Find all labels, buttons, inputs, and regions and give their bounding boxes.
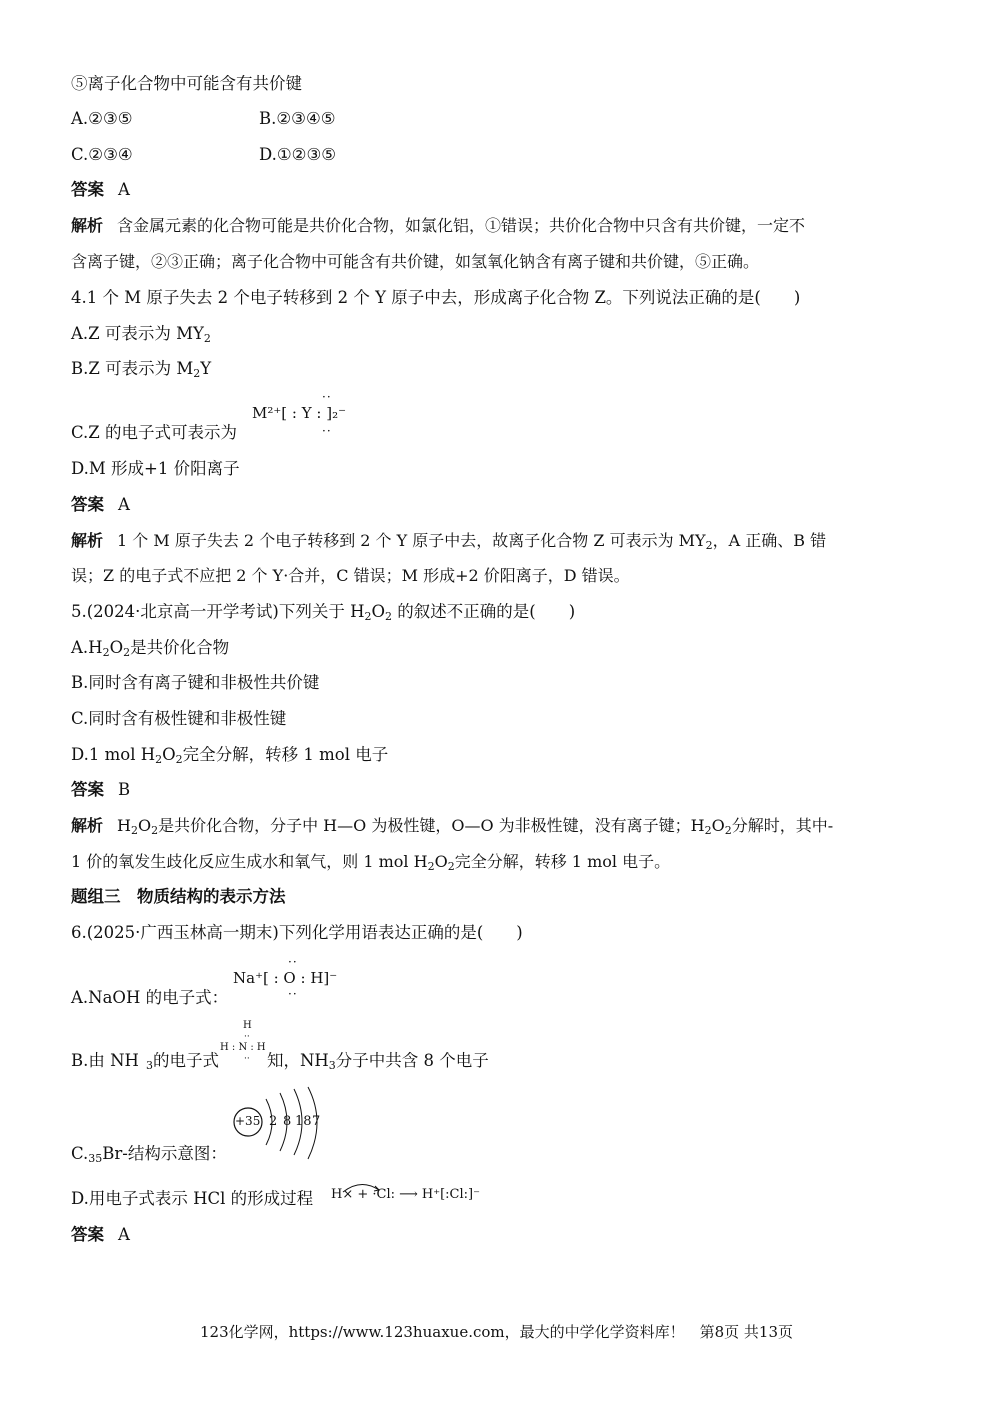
q5-option-c: C.同时含有极性键和非极性键 xyxy=(71,709,287,728)
q3-answer xyxy=(71,179,130,201)
answer-value: B xyxy=(118,780,131,799)
q3-explanation-line2: 含离子键，②③正确；离子化合物中可能含有共价键，如氢氧化钠含有离子键和共价键，⑤正确。 xyxy=(71,252,760,271)
q4-option-a xyxy=(71,323,211,345)
answer-label: 答案 xyxy=(71,1225,104,1244)
subscript: 3 xyxy=(328,1059,336,1072)
explanation-text: 是共价化合物，分子中 H—O 为极性键，O—O 为非极性键，没有离子键；H xyxy=(158,816,705,835)
q3-explanation-line1 xyxy=(71,215,805,237)
q6-answer xyxy=(71,1224,130,1246)
explanation-label: 解析 xyxy=(71,216,104,235)
explanation-text: 完全分解，转移 1 mol 电子。 xyxy=(454,852,671,871)
stem-text: 的叙述不正确的是( ) xyxy=(397,602,576,621)
q5-stem: 5.(2024·北京高一开学考试)下列关于 $H_2O_2$ 的叙述不正确的是( ) xyxy=(71,602,576,623)
q4-explanation-line2: 误；Z 的电子式不应把 2 个 Y·合并，C 错误；M 形成+2 价阳离子，D 错误。 xyxy=(71,566,630,585)
q4-explanation-line1 xyxy=(71,530,826,552)
q5-explanation-line1: 解析 $H_2O_2$是共价化合物，分子中 H—O 为极性键，O—O 为非极性键，没有离子键；$H_2O_2$分解时，其中- xyxy=(71,816,834,837)
hcl-formation-formula xyxy=(331,1180,491,1208)
formula-top: H xyxy=(243,1020,252,1031)
subscript: 3 xyxy=(145,1059,153,1072)
option-text: Br-结构示意图： xyxy=(102,1144,227,1163)
bromine-structure-diagram xyxy=(230,1085,330,1161)
explanation-text: ，A 正确、B 错 xyxy=(712,531,827,550)
shell-count-1: 2 xyxy=(269,1114,278,1129)
q6-option-d: D.用电子式表示 HCl 的形成过程 xyxy=(71,1189,314,1208)
answer-value: A xyxy=(118,180,130,199)
explanation-text: 1 个 M 原子失去 2 个电子转移到 2 个 Y 原子中去，故离子化合物 Z 可表示为 MY xyxy=(117,531,706,550)
explanation-text: 含金属元素的化合物可能是共价化合物，如氯化铝，①错误；共价化合物中只含有共价键，一定不 xyxy=(117,216,806,235)
formula-text: Na⁺[ : O : H]⁻ xyxy=(233,969,338,987)
option-text: A.Z 可表示为 MY xyxy=(71,324,204,343)
q4-electron-formula xyxy=(252,392,382,440)
q6-stem: 6.(2025·广西玉林高一期末)下列化学用语表达正确的是( ) xyxy=(71,923,523,942)
option-text: 的电子式 xyxy=(152,1051,219,1070)
formula-mid: H : N : H xyxy=(220,1042,266,1053)
shell-count-4: 7 xyxy=(312,1114,321,1129)
electron-dots: ·· xyxy=(322,424,332,438)
q3-option-d: D.①②③⑤ xyxy=(259,145,337,164)
electron-dots: ·· xyxy=(288,987,298,1001)
option-text: A.H xyxy=(71,638,103,657)
subscript: 2 xyxy=(130,824,138,837)
electron-dots: ·· xyxy=(244,1054,250,1064)
q5-option-b: B.同时含有离子键和非极性共价键 xyxy=(71,673,320,692)
answer-label: 答案 xyxy=(71,780,104,799)
q6a-electron-formula xyxy=(233,957,363,1003)
q4-option-d: D.M 形成+1 价阳离子 xyxy=(71,459,240,478)
q3-option-a: A.②③⑤ xyxy=(71,109,133,128)
explanation-label: 解析 xyxy=(71,816,104,835)
answer-label: 答案 xyxy=(71,180,104,199)
explanation-text: H xyxy=(117,816,131,835)
q5-answer xyxy=(71,779,130,801)
answer-value: A xyxy=(118,1225,130,1244)
q3-statement-5: ⑤离子化合物中可能含有共价键 xyxy=(71,74,302,93)
q4-option-c xyxy=(71,422,237,444)
subscript: 2 xyxy=(203,332,211,345)
q6-option-c xyxy=(71,1143,227,1165)
q3-option-c: C.②③④ xyxy=(71,145,133,164)
subscript: 2 xyxy=(175,753,183,766)
option-text: Y xyxy=(200,359,212,378)
option-text: 是共价化合物 xyxy=(130,638,230,657)
q5-explanation-line2: 1 价的氧发生歧化反应生成水和氧气，则 1 mol $H_2O_2$完全分解，转移 1 mol 电子。 xyxy=(71,852,671,873)
subscript: 2 xyxy=(724,824,732,837)
option-text: 完全分解，转移 1 mol 电子 xyxy=(182,745,389,764)
subscript: 2 xyxy=(427,860,435,873)
q5-option-d: D.1 mol $H_2O_2$完全分解，转移 1 mol 电子 xyxy=(71,745,389,766)
answer-value: A xyxy=(118,495,130,514)
q4-option-b xyxy=(71,358,211,380)
subscript: 2 xyxy=(155,753,163,766)
subscript: 2 xyxy=(123,646,131,659)
subscript: 2 xyxy=(705,539,713,552)
page-footer: 123化学网，https://www.123huaxue.com，最大的中学化学资料库！ 第8页 共13页 xyxy=(199,1323,794,1341)
q3-option-b: B.②③④⑤ xyxy=(259,109,336,128)
q6-option-a: A.NaOH 的电子式： xyxy=(71,988,229,1007)
explanation-text: 分解时，其中- xyxy=(731,816,834,835)
option-text: B.由 NH xyxy=(71,1051,139,1070)
shell-count-2: 8 xyxy=(283,1114,292,1129)
option-text: C. xyxy=(71,1144,89,1163)
subscript: 2 xyxy=(704,824,712,837)
shell-count-3: 18 xyxy=(295,1114,312,1129)
electron-dots: ·· xyxy=(322,390,332,404)
q6b-electron-formula xyxy=(220,1018,280,1068)
electron-dots: ·· xyxy=(288,955,298,969)
explanation-text: 1 价的氧发生歧化反应生成水和氧气，则 1 mol H xyxy=(71,852,428,871)
stem-text: 5.(2024·北京高一开学考试)下列关于 H xyxy=(71,602,365,621)
q5-option-a: $A.H_2O_2$是共价化合物 xyxy=(71,638,230,659)
q4-answer xyxy=(71,494,130,516)
subscript: 2 xyxy=(151,824,159,837)
option-text: D.1 mol H xyxy=(71,745,156,764)
subscript: 2 xyxy=(364,610,372,623)
formula-text: H× + ·Cl: ⟶ H⁺[:Cl:]⁻ xyxy=(331,1187,480,1202)
answer-label: 答案 xyxy=(71,495,104,514)
nucleus-label: +35 xyxy=(235,1114,261,1128)
explanation-label: 解析 xyxy=(71,531,104,550)
option-text: 知，NH xyxy=(266,1051,329,1070)
subscript: 2 xyxy=(385,610,393,623)
option-text: C.Z 的电子式可表示为 xyxy=(71,423,237,442)
subscript: 35 xyxy=(88,1152,103,1165)
q4-stem: 4.1 个 M 原子失去 2 个电子转移到 2 个 Y 原子中去，形成离子化合物 Z。下列说法正确的是( ) xyxy=(71,288,801,307)
subscript: 2 xyxy=(193,367,201,380)
formula-text: M²⁺[ : Y : ]₂⁻ xyxy=(252,404,347,422)
electron-dots: ·· xyxy=(244,1032,250,1042)
group-heading: 题组三 物质结构的表示方法 xyxy=(71,887,286,906)
subscript: 2 xyxy=(447,860,455,873)
option-text: 分子中共含 8 个电子 xyxy=(335,1051,489,1070)
option-text: B.Z 可表示为 M xyxy=(71,359,194,378)
subscript: 2 xyxy=(102,646,110,659)
